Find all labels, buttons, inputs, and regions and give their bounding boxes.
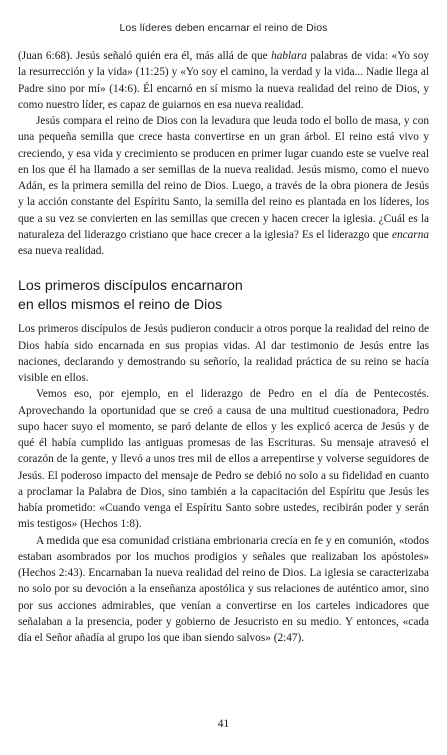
paragraph-1 bbox=[18, 48, 429, 113]
running-head: Los líderes deben encarnar el reino de Dios bbox=[119, 22, 328, 34]
paragraph-2 bbox=[18, 113, 429, 259]
section-heading-line-2: en ellos mismos el reino de Dios bbox=[18, 297, 223, 314]
paragraph-2-text-b: esa nueva realidad. bbox=[18, 245, 105, 257]
paragraph-4: Vemos eso, por ejemplo, en el liderazgo de Pedro en el día de Pentecostés. Aprovechando la oportunidad que se creó a causa de una multitud cuestionadora, Pedro supo hacer suyo el momento, se paró delante de ellos y les explicó acerca de Jesús y de qué él había cumplido las antiguas promesas de las Escrituras. Su mensaje atravesó el corazón de la gente, y llevó a unos tres mil de ellos a arrepentirse y volverse seguidores de Jesús. El poderoso impacto del mensaje de Pedro se debió no solo a su fidelidad en cuanto a proclamar la Palabra de Dios, sino también a la capacitación del Espíritu que Jesús les había prometido: «Cuando venga el Espíritu Santo sobre ustedes, recibirán poder y serán mis testigos» (Hechos 1:8). bbox=[18, 388, 429, 531]
paragraph-1-text-b: palabras de vida: «Yo soy la resurrección y la vida» (11:25) y «Yo soy el camino, la verdad y la vida... Nadie llega al Padre sino por mí» (14:6). Él encarnó en sí mismo la nueva realidad del reino de Dios, y como nuestro líder, es capaz de guiarnos en esa nueva realidad. bbox=[18, 50, 430, 111]
paragraph-3: Los primeros discípulos de Jesús pudieron conducir a otros porque la realidad del reino de Dios había sido encarnada en sus propias vidas. Al dar testimonio de Jesús entre las naciones, declarando y demostrando su señorío, la realidad práctica de su reino se hacía visible en ellos. bbox=[18, 323, 429, 384]
page-number: 41 bbox=[217, 718, 230, 730]
paragraph-5: A medida que esa comunidad cristiana embrionaria crecía en fe y en comunión, «todos estaban asombrados por los muchos prodigios y señales que realizaban los apóstoles» (Hechos 2:43). Encarnaban la nueva realidad del reino de Dios. La iglesia se caracterizaba no solo por su devoción a la enseñanza apostólica y sus relaciones de auténtico amor, sino por sus acciones admirables, que venían a convertirse en los carteles indicadores que señalaban a la presencia, poder y gobierno de Jesucristo en su medio. Y entonces, «cada día el Señor añadía al grupo los que iban siendo salvos» (2:47). bbox=[18, 534, 429, 644]
paragraph-2-emphasis: encarna bbox=[391, 228, 429, 241]
body-text bbox=[18, 48, 429, 646]
paragraph-1-text-a: (Juan 6:68). Jesús señaló quién era él, más allá de que bbox=[18, 50, 272, 62]
paragraph-2-text-a: Jesús compara el reino de Dios con la levadura que leuda todo el bollo de masa, y con una pequeña semilla que crece hasta convertirse en un gran árbol. El reino está vivo y creciendo, y esa vida y crecimiento se producen en primer lugar cuando este se vuelve real en los que él ha llamado a ser semillas de la nueva realidad. Jesús mismo, como el nuevo Adán, es la primera semilla del reino de Dios. Luego, a través de la obra pionera de Jesús y la acción constante del Espíritu Santo, la semilla del reino es plantada en los líderes, los que a su vez se convierten en las semillas que crecen y hacen crecer la iglesia. ¿Cuál es la naturaleza del liderazgo cristiano que hace crecer a la iglesia? Es el liderazgo que bbox=[18, 115, 429, 241]
section-heading bbox=[18, 277, 429, 315]
paragraph-1-emphasis: hablara bbox=[271, 50, 307, 62]
section-heading-line-1: Los primeros discípulos encarnaron bbox=[18, 278, 243, 295]
